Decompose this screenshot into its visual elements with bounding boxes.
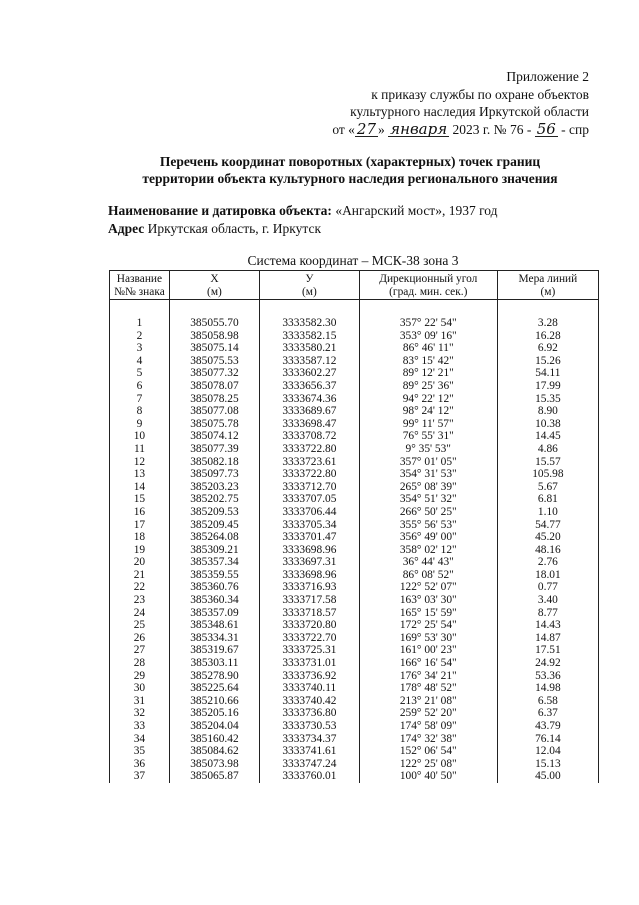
line-length: 45.00: [497, 770, 598, 783]
table-row: [110, 481, 599, 494]
y-coordinate: 3333731.01: [260, 657, 360, 670]
table-row: [110, 506, 599, 519]
col-header-angle: Дирекционный угол (град. мин. сек.): [359, 271, 497, 300]
spacer-row: [110, 300, 599, 318]
y-coordinate: 3333689.67: [260, 405, 360, 418]
y-coordinate: 3333674.36: [260, 393, 360, 406]
bearing-angle: 9° 35' 53": [359, 443, 497, 456]
y-coordinate: 3333725.31: [260, 644, 360, 657]
point-number: 32: [110, 707, 170, 720]
x-coordinate: 385055.70: [169, 317, 259, 330]
point-number: 16: [110, 506, 170, 519]
line-length: 5.67: [497, 481, 598, 494]
table-row: [110, 758, 599, 771]
point-number: 37: [110, 770, 170, 783]
line-length: 14.98: [497, 682, 598, 695]
bearing-angle: 265° 08' 39": [359, 481, 497, 494]
bearing-angle: 266° 50' 25": [359, 506, 497, 519]
object-name-line: Наименование и датировка объекта: «Ангарский мост», 1937 год: [108, 203, 498, 218]
bearing-angle: 86° 08' 52": [359, 569, 497, 582]
y-coordinate: 3333582.15: [260, 330, 360, 343]
x-coordinate: 385278.90: [169, 670, 259, 683]
x-coordinate: 385077.08: [169, 405, 259, 418]
point-number: 4: [110, 355, 170, 368]
point-number: 19: [110, 544, 170, 557]
y-coordinate: 3333760.01: [260, 770, 360, 783]
table-row: [110, 632, 599, 645]
line-length: 8.77: [497, 607, 598, 620]
order-ref: к приказу службы по охране объектов: [371, 86, 589, 102]
point-number: 20: [110, 556, 170, 569]
x-coordinate: 385073.98: [169, 758, 259, 771]
x-coordinate: 385082.18: [169, 456, 259, 469]
bearing-angle: 354° 51' 32": [359, 493, 497, 506]
y-coordinate: 3333722.80: [260, 468, 360, 481]
bearing-angle: 174° 32' 38": [359, 733, 497, 746]
point-number: 21: [110, 569, 170, 582]
table-row: [110, 342, 599, 355]
x-coordinate: 385075.53: [169, 355, 259, 368]
bearing-angle: 152° 06' 54": [359, 745, 497, 758]
line-length: 14.87: [497, 632, 598, 645]
x-coordinate: 385205.16: [169, 707, 259, 720]
line-length: 3.40: [497, 594, 598, 607]
bearing-angle: 89° 25' 36": [359, 380, 497, 393]
bearing-angle: 356° 49' 00": [359, 531, 497, 544]
line-length: 1.10: [497, 506, 598, 519]
point-number: 27: [110, 644, 170, 657]
line-length: 76.14: [497, 733, 598, 746]
table-row: [110, 519, 599, 532]
point-number: 28: [110, 657, 170, 670]
col-header-length: Мера линий (м): [497, 271, 598, 300]
point-number: 9: [110, 418, 170, 431]
line-length: 53.36: [497, 670, 598, 683]
point-number: 1: [110, 317, 170, 330]
line-length: 12.04: [497, 745, 598, 758]
y-coordinate: 3333730.53: [260, 720, 360, 733]
y-coordinate: 3333587.12: [260, 355, 360, 368]
y-coordinate: 3333722.80: [260, 443, 360, 456]
point-number: 29: [110, 670, 170, 683]
x-coordinate: 385319.67: [169, 644, 259, 657]
bearing-angle: 259° 52' 20": [359, 707, 497, 720]
line-length: 15.35: [497, 393, 598, 406]
bearing-angle: 165° 15' 59": [359, 607, 497, 620]
bearing-angle: 94° 22' 12": [359, 393, 497, 406]
bearing-angle: 163° 03' 30": [359, 594, 497, 607]
order-date-line: от « 27 » января 2023 г. № 76 - 56 - спр: [332, 119, 589, 138]
point-number: 18: [110, 531, 170, 544]
bearing-angle: 83° 15' 42": [359, 355, 497, 368]
point-number: 22: [110, 581, 170, 594]
point-number: 34: [110, 733, 170, 746]
x-coordinate: 385078.25: [169, 393, 259, 406]
line-length: 8.90: [497, 405, 598, 418]
bearing-angle: 358° 02' 12": [359, 544, 497, 557]
table-row: [110, 695, 599, 708]
bearing-angle: 161° 00' 23": [359, 644, 497, 657]
bearing-angle: 122° 25' 08": [359, 758, 497, 771]
y-coordinate: 3333717.58: [260, 594, 360, 607]
point-number: 23: [110, 594, 170, 607]
point-number: 5: [110, 367, 170, 380]
line-length: 0.77: [497, 581, 598, 594]
line-length: 43.79: [497, 720, 598, 733]
x-coordinate: 385065.87: [169, 770, 259, 783]
x-coordinate: 385225.64: [169, 682, 259, 695]
x-coordinate: 385075.78: [169, 418, 259, 431]
point-number: 10: [110, 430, 170, 443]
table-row: [110, 355, 599, 368]
point-number: 26: [110, 632, 170, 645]
x-coordinate: 385160.42: [169, 733, 259, 746]
line-length: 17.99: [497, 380, 598, 393]
bearing-angle: 100° 40' 50": [359, 770, 497, 783]
x-coordinate: 385360.34: [169, 594, 259, 607]
x-coordinate: 385357.34: [169, 556, 259, 569]
point-number: 33: [110, 720, 170, 733]
x-coordinate: 385264.08: [169, 531, 259, 544]
table-row: [110, 745, 599, 758]
point-number: 2: [110, 330, 170, 343]
coordinates-table: [109, 270, 599, 783]
table-row: [110, 367, 599, 380]
y-coordinate: 3333718.57: [260, 607, 360, 620]
line-length: 4.86: [497, 443, 598, 456]
y-coordinate: 3333698.96: [260, 544, 360, 557]
line-length: 15.13: [497, 758, 598, 771]
appendix-label: Приложение 2: [506, 69, 589, 84]
y-coordinate: 3333708.72: [260, 430, 360, 443]
y-coordinate: 3333747.24: [260, 758, 360, 771]
line-length: 14.43: [497, 619, 598, 632]
x-coordinate: 385077.32: [169, 367, 259, 380]
table-row: [110, 330, 599, 343]
appendix-header: [332, 68, 589, 138]
point-number: 17: [110, 519, 170, 532]
table-row: [110, 707, 599, 720]
y-coordinate: 3333602.27: [260, 367, 360, 380]
bearing-angle: 86° 46' 11": [359, 342, 497, 355]
table-header-row: [110, 271, 599, 300]
x-coordinate: 385334.31: [169, 632, 259, 645]
bearing-angle: 99° 11' 57": [359, 418, 497, 431]
y-coordinate: 3333582.30: [260, 317, 360, 330]
table-row: [110, 493, 599, 506]
object-address-line: Адрес Иркутская область, г. Иркутск: [108, 221, 322, 236]
bearing-angle: 169° 53' 30": [359, 632, 497, 645]
y-coordinate: 3333701.47: [260, 531, 360, 544]
bearing-angle: 166° 16' 54": [359, 657, 497, 670]
bearing-angle: 178° 48' 52": [359, 682, 497, 695]
bearing-angle: 174° 58' 09": [359, 720, 497, 733]
table-row: [110, 733, 599, 746]
line-length: 16.28: [497, 330, 598, 343]
bearing-angle: 354° 31' 53": [359, 468, 497, 481]
x-coordinate: 385204.04: [169, 720, 259, 733]
x-coordinate: 385209.53: [169, 506, 259, 519]
y-coordinate: 3333656.37: [260, 380, 360, 393]
line-length: 48.16: [497, 544, 598, 557]
table-row: [110, 456, 599, 469]
y-coordinate: 3333698.96: [260, 569, 360, 582]
col-header-y: У (м): [260, 271, 360, 300]
y-coordinate: 3333580.21: [260, 342, 360, 355]
table-row: [110, 770, 599, 783]
table-row: [110, 380, 599, 393]
y-coordinate: 3333716.93: [260, 581, 360, 594]
point-number: 15: [110, 493, 170, 506]
table-row: [110, 531, 599, 544]
x-coordinate: 385074.12: [169, 430, 259, 443]
point-number: 13: [110, 468, 170, 481]
point-number: 3: [110, 342, 170, 355]
point-number: 7: [110, 393, 170, 406]
y-coordinate: 3333736.92: [260, 670, 360, 683]
y-coordinate: 3333697.31: [260, 556, 360, 569]
line-length: 15.26: [497, 355, 598, 368]
bearing-angle: 36° 44' 43": [359, 556, 497, 569]
y-coordinate: 3333736.80: [260, 707, 360, 720]
point-number: 6: [110, 380, 170, 393]
point-number: 35: [110, 745, 170, 758]
x-coordinate: 385203.23: [169, 481, 259, 494]
x-coordinate: 385357.09: [169, 607, 259, 620]
line-length: 6.81: [497, 493, 598, 506]
point-number: 12: [110, 456, 170, 469]
col-header-name: Название №№ знака: [110, 271, 170, 300]
line-length: 14.45: [497, 430, 598, 443]
y-coordinate: 3333722.70: [260, 632, 360, 645]
bearing-angle: 89° 12' 21": [359, 367, 497, 380]
table-row: [110, 581, 599, 594]
line-length: 24.92: [497, 657, 598, 670]
point-number: 31: [110, 695, 170, 708]
table-row: [110, 720, 599, 733]
x-coordinate: 385209.45: [169, 519, 259, 532]
x-coordinate: 385348.61: [169, 619, 259, 632]
table-row: [110, 619, 599, 632]
table-row: [110, 670, 599, 683]
bearing-angle: 357° 01' 05": [359, 456, 497, 469]
bearing-angle: 76° 55' 31": [359, 430, 497, 443]
x-coordinate: 385097.73: [169, 468, 259, 481]
handwritten-number: 56: [536, 119, 556, 138]
y-coordinate: 3333720.80: [260, 619, 360, 632]
line-length: 105.98: [497, 468, 598, 481]
bearing-angle: 355° 56' 53": [359, 519, 497, 532]
line-length: 45.20: [497, 531, 598, 544]
table-row: [110, 682, 599, 695]
object-info: [108, 202, 498, 238]
y-coordinate: 3333740.11: [260, 682, 360, 695]
y-coordinate: 3333707.05: [260, 493, 360, 506]
bearing-angle: 213° 21' 08": [359, 695, 497, 708]
line-length: 6.37: [497, 707, 598, 720]
table-row: [110, 657, 599, 670]
point-number: 36: [110, 758, 170, 771]
coordinate-system: Система координат – МСК-38 зона 3: [247, 253, 459, 268]
y-coordinate: 3333712.70: [260, 481, 360, 494]
table-row: [110, 317, 599, 330]
bearing-angle: 172° 25' 54": [359, 619, 497, 632]
x-coordinate: 385058.98: [169, 330, 259, 343]
point-number: 30: [110, 682, 170, 695]
line-length: 6.58: [497, 695, 598, 708]
x-coordinate: 385075.14: [169, 342, 259, 355]
x-coordinate: 385078.07: [169, 380, 259, 393]
x-coordinate: 385359.55: [169, 569, 259, 582]
handwritten-day: 27: [356, 119, 377, 138]
y-coordinate: 3333741.61: [260, 745, 360, 758]
x-coordinate: 385077.39: [169, 443, 259, 456]
col-header-x: X (м): [169, 271, 259, 300]
y-coordinate: 3333705.34: [260, 519, 360, 532]
agency-name: культурного наследия Иркутской области: [350, 104, 589, 119]
line-length: 17.51: [497, 644, 598, 657]
table-row: [110, 468, 599, 481]
table-row: [110, 594, 599, 607]
line-length: 54.11: [497, 367, 598, 380]
bearing-angle: 122° 52' 07": [359, 581, 497, 594]
x-coordinate: 385084.62: [169, 745, 259, 758]
x-coordinate: 385210.66: [169, 695, 259, 708]
table-row: [110, 443, 599, 456]
line-length: 10.38: [497, 418, 598, 431]
table-row: [110, 430, 599, 443]
bearing-angle: 176° 34' 21": [359, 670, 497, 683]
y-coordinate: 3333698.47: [260, 418, 360, 431]
point-number: 25: [110, 619, 170, 632]
x-coordinate: 385309.21: [169, 544, 259, 557]
y-coordinate: 3333734.37: [260, 733, 360, 746]
table-row: [110, 556, 599, 569]
table-row: [110, 418, 599, 431]
table-row: [110, 644, 599, 657]
line-length: 6.92: [497, 342, 598, 355]
line-length: 3.28: [497, 317, 598, 330]
table-row: [110, 393, 599, 406]
point-number: 24: [110, 607, 170, 620]
line-length: 54.77: [497, 519, 598, 532]
table-row: [110, 405, 599, 418]
y-coordinate: 3333740.42: [260, 695, 360, 708]
y-coordinate: 3333723.61: [260, 456, 360, 469]
table-row: [110, 607, 599, 620]
bearing-angle: 357° 22' 54": [359, 317, 497, 330]
point-number: 14: [110, 481, 170, 494]
bearing-angle: 353° 09' 16": [359, 330, 497, 343]
bearing-angle: 98° 24' 12": [359, 405, 497, 418]
handwritten-month: января: [390, 119, 448, 138]
table-row: [110, 569, 599, 582]
point-number: 8: [110, 405, 170, 418]
x-coordinate: 385202.75: [169, 493, 259, 506]
line-length: 18.01: [497, 569, 598, 582]
document-title: Перечень координат поворотных (характерных) точек границ территории объекта культурного наследия регионального значения: [142, 154, 558, 186]
y-coordinate: 3333706.44: [260, 506, 360, 519]
line-length: 2.76: [497, 556, 598, 569]
x-coordinate: 385360.76: [169, 581, 259, 594]
x-coordinate: 385303.11: [169, 657, 259, 670]
line-length: 15.57: [497, 456, 598, 469]
point-number: 11: [110, 443, 170, 456]
table-row: [110, 544, 599, 557]
